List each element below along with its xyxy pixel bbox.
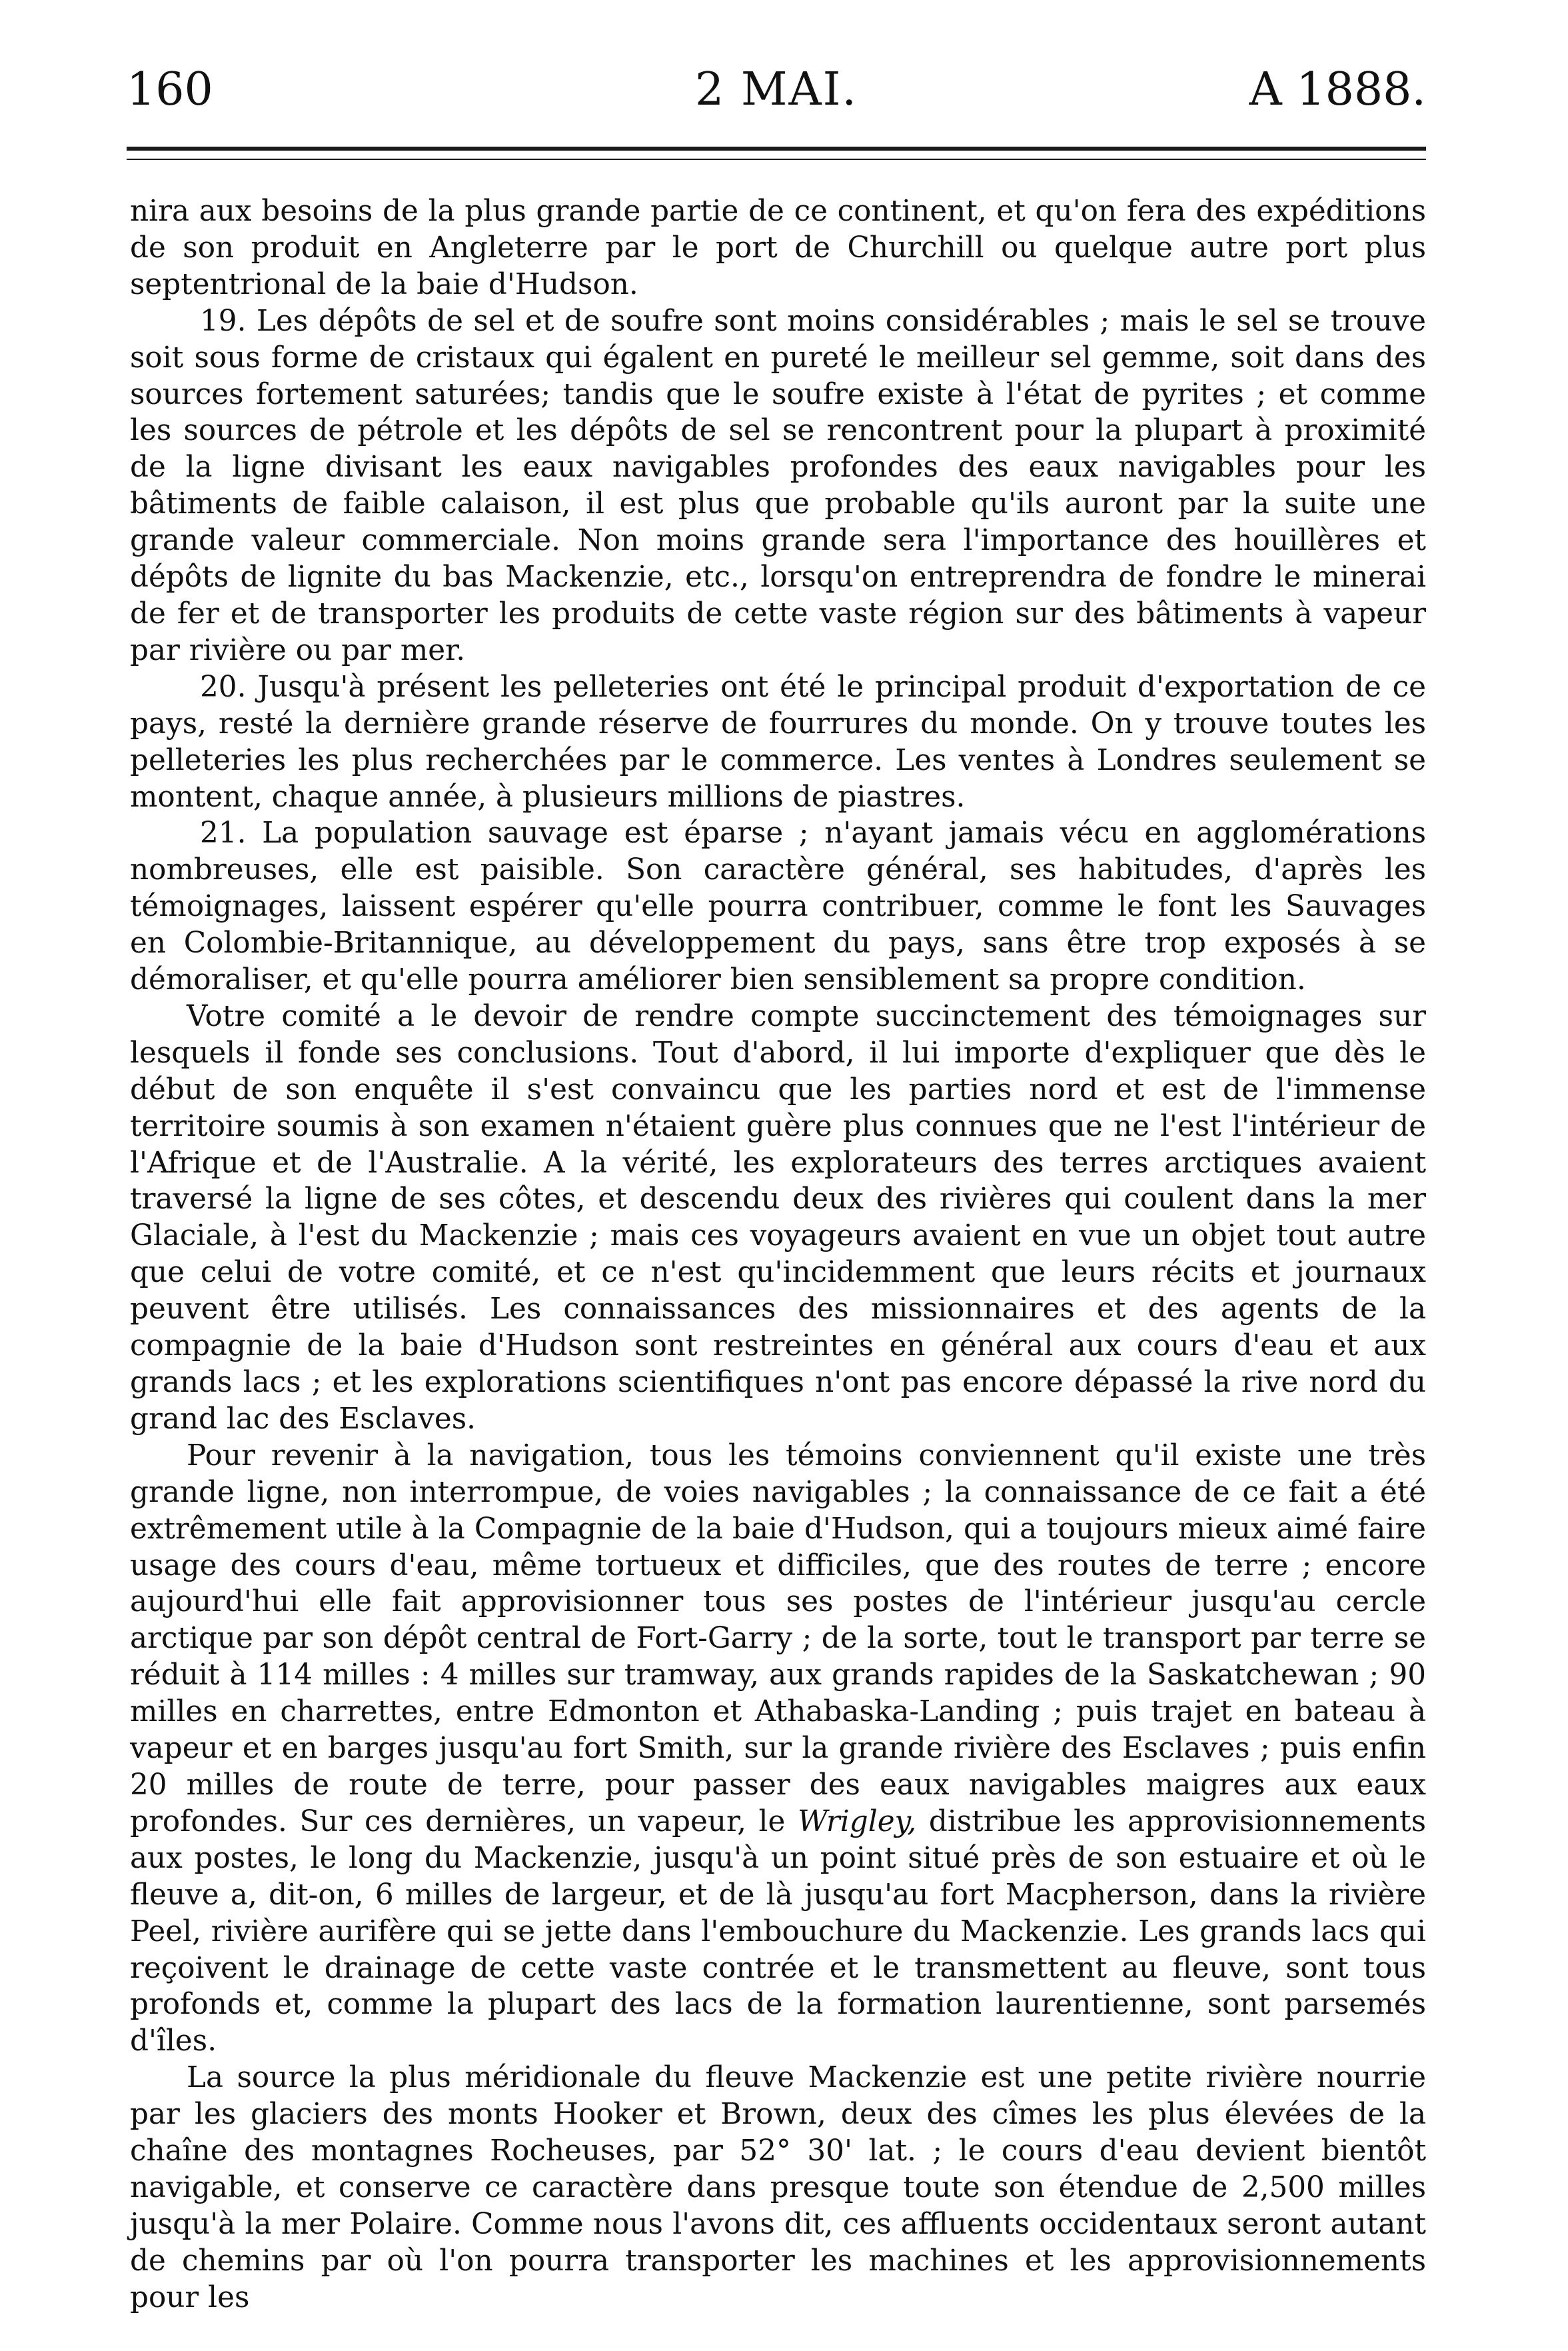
paragraph-19: 19. Les dépôts de sel et de soufre sont moins considérables ; mais le sel se trouve soit sous forme de cristaux qui égalent en pureté le meilleur sel gemme, soit dans des sources fortement saturées; tandis que le soufre existe à l'état de pyrites ; et comme les sources de pétrole et les dépôts de sel se rencontrent pour la plupart à proximité de la ligne divisant les eaux navigables profondes des eaux navigables pour les bâtiments de faible calaison, il est plus que probable qu'ils auront par la suite une grande valeur commerciale. Non moins grande sera l'importance des houillères et dépôts de lignite du bas Mackenzie, etc., lorsqu'on entreprendra de fondre le minerai de fer et de transporter les produits de cette vaste région sur des bâtiments à vapeur par rivière ou par mer. — [130, 303, 1426, 667]
paragraph-mackenzie-source: La source la plus méridionale du fleuve Mackenzie est une petite rivière nourrie par les glaciers des monts Hooker et Brown, deux des cîmes les plus élevées de la chaîne des montagnes Rocheuses, par 52° 30' lat. ; le cours d'eau devient bientôt navigable, et conserve ce caractère dans presque toute son étendue de 2,500 milles jusqu'à la mer Polaire. Comme nous l'avons dit, ces affluents occidentaux seront autant de chemins par où l'on pourra transporter les machines et les approvisionnements pour les — [130, 2060, 1426, 2314]
page-number: 160 — [127, 63, 213, 116]
header-rule-thick — [127, 147, 1426, 151]
page-header — [127, 63, 1426, 143]
paragraph-21: 21. La population sauvage est éparse ; n'ayant jamais vécu en agglomérations nombreuses, elle est paisible. Son caractère général, ses habitudes, d'après les témoignages, laissent espérer qu'elle pourra contribuer, comme le font les Sauvages en Colombie-Britannique, au développement du pays, sans être trop exposés à se démoraliser, et qu'elle pourra améliorer bien sensiblement sa propre condition. — [130, 816, 1426, 997]
paragraph-continuation: nira aux besoins de la plus grande partie de ce continent, et qu'on fera des expéditions de son produit en Angleterre par le port de Churchill ou quelque autre port plus septentrional de la baie d'Hudson. — [130, 194, 1426, 301]
paragraph-comite: Votre comité a le devoir de rendre compte succinctement des témoignages sur lesquels il fonde ses conclusions. Tout d'abord, il lui importe d'expliquer que dès le début de son enquête il s'est convaincu que les parties nord et est de l'immense territoire soumis à son examen n'étaient guère plus connues que ne l'est l'intérieur de l'Afrique et de l'Australie. A la vérité, les explorateurs des terres arctiques avaient traversé la ligne de ses côtes, et descendu deux des rivières qui coulent dans la mer Glaciale, à l'est du Mackenzie ; mais ces voyageurs avaient en vue un objet tout autre que celui de votre comité, et ce n'est qu'incidemment que leurs récits et journaux peuvent être utilisés. Les connaissances des missionnaires et des agents de la compagnie de la baie d'Hudson sont restreintes en général aux cours d'eau et aux grands lacs ; et les explorations scientifiques n'ont pas encore dépassé la rive nord du grand lac des Esclaves. — [130, 999, 1426, 1436]
body-text — [130, 193, 1426, 2316]
header-date: 2 MAI. — [694, 63, 858, 116]
paragraph-navigation-part2: distribue les approvisionnements aux postes, le long du Mackenzie, jusqu'à un point situé près de son estuaire et où le fleuve a, dit-on, 6 milles de largeur, et de là jusqu'au fort Macpherson, dans la rivière Peel, rivière aurifère qui se jette dans l'embouchure du Mackenzie. Les grands lacs qui reçoivent le drainage de cette vaste contrée et le transmettent au fleuve, sont tous profonds et, comme la plupart des lacs de la formation laurentienne, sont parsemés d'îles. — [130, 1804, 1426, 2058]
header-year: A 1888. — [1249, 63, 1426, 116]
paragraph-navigation-part1: Pour revenir à la navigation, tous les témoins conviennent qu'il existe une très grande ligne, non interrompue, de voies navigables ; la connaissance de ce fait a été extrêmement utile à la Compagnie de la baie d'Hudson, qui a toujours mieux aimé faire usage des cours d'eau, même tortueux et difficiles, que des routes de terre ; encore aujourd'hui elle fait approvisionner tous ses postes de l'intérieur jusqu'au cercle arctique par son dépôt central de Fort-Garry ; de la sorte, tout le transport par terre se réduit à 114 milles : 4 milles sur tramway, aux grands rapides de la Saskatchewan ; 90 milles en charrettes, entre Edmonton et Athabaska-Landing ; puis trajet en bateau à vapeur et en barges jusqu'au fort Smith, sur la grande rivière des Esclaves ; puis enfin 20 milles de route de terre, pour passer des eaux navigables maigres aux eaux profondes. Sur ces dernières, un vapeur, le — [130, 1438, 1426, 1838]
paragraph-20: 20. Jusqu'à présent les pelleteries ont été le principal produit d'exportation de ce pays, resté la dernière grande réserve de fourrures du monde. On y trouve toutes les pelleteries les plus recherchées par le commerce. Les ventes à Londres seulement se montent, chaque année, à plusieurs millions de piastres. — [130, 669, 1426, 814]
header-rule-thin — [127, 159, 1426, 160]
paragraph-navigation — [130, 1438, 1426, 2060]
vessel-name: Wrigley, — [797, 1804, 917, 1838]
